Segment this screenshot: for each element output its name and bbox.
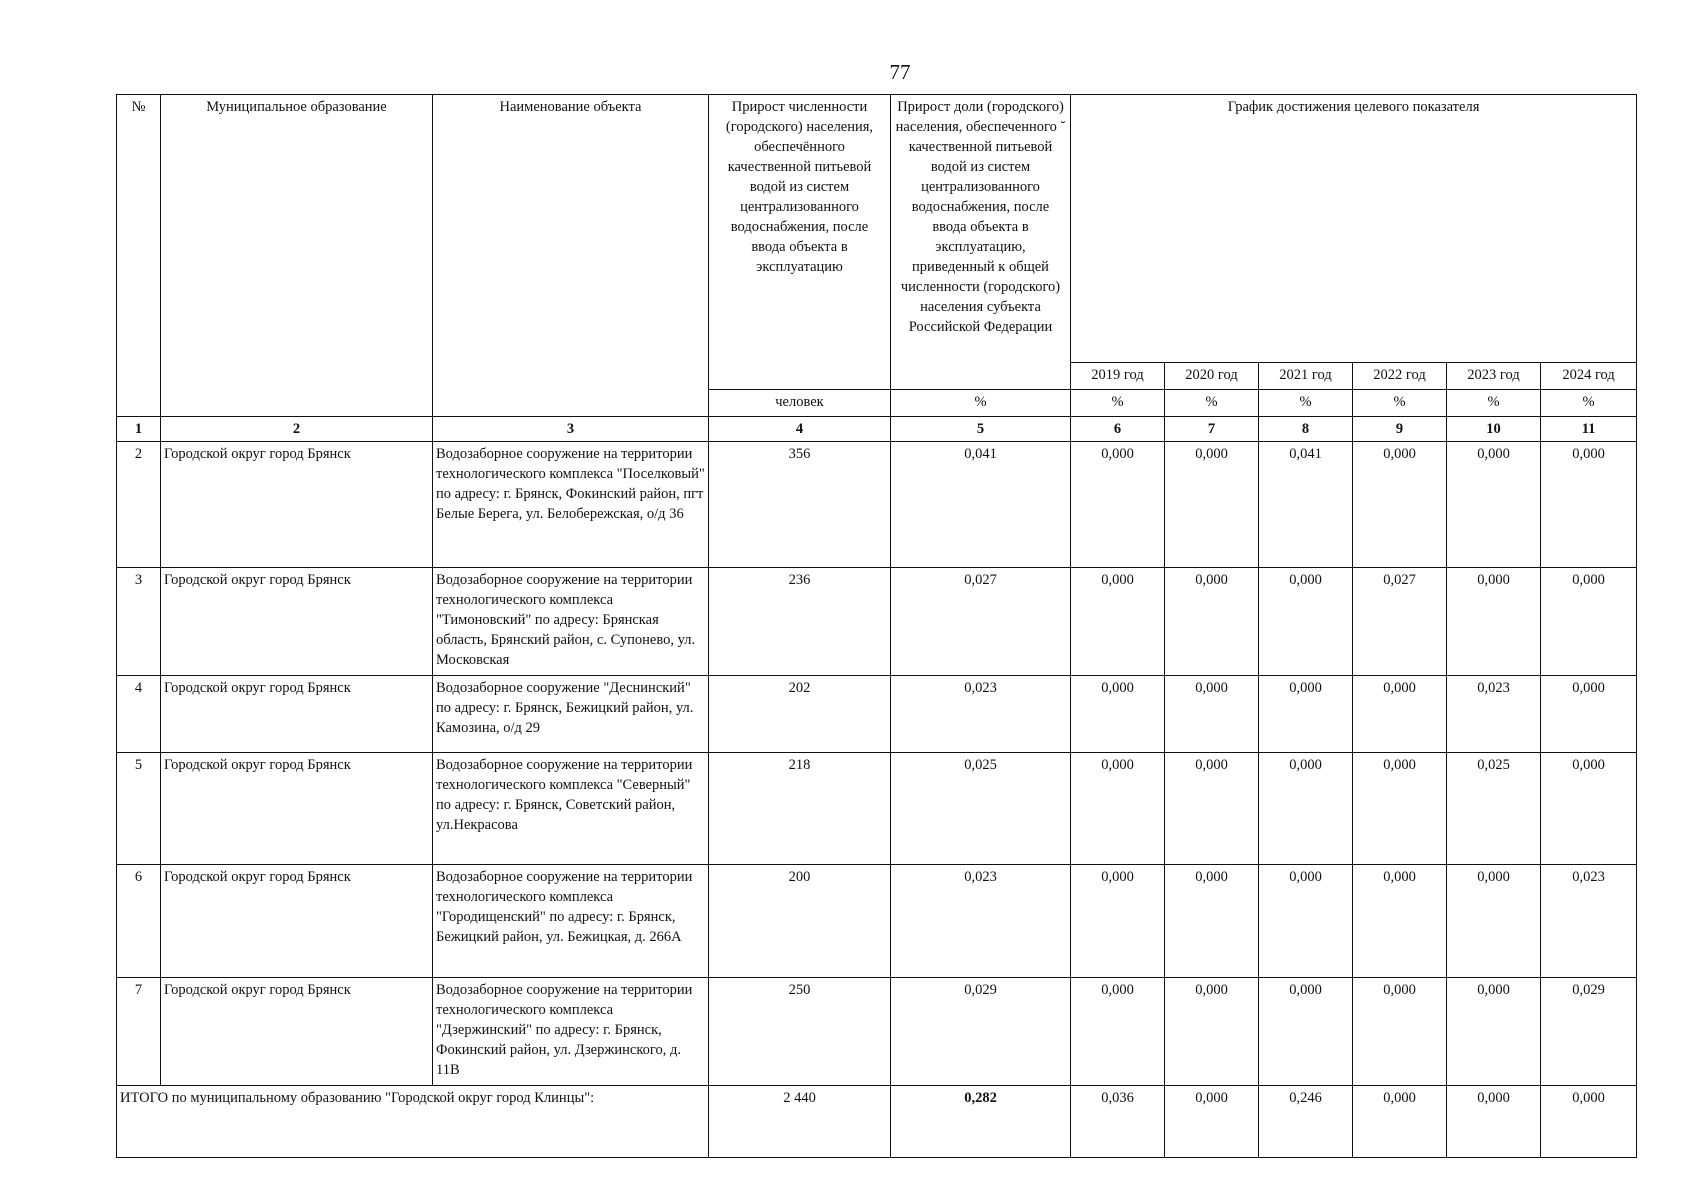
row-year-value: 0,000: [1353, 676, 1447, 753]
column-number: 7: [1165, 417, 1259, 442]
header-year: 2020 год: [1165, 363, 1259, 390]
row-people: 200: [709, 865, 891, 978]
table-row: [117, 568, 1637, 676]
row-year-value: 0,023: [1447, 676, 1541, 753]
row-municipality: Городской округ город Брянск: [161, 442, 433, 568]
row-year-value: 0,000: [1165, 753, 1259, 865]
table-row: [117, 676, 1637, 753]
total-year-value: 0,246: [1259, 1086, 1353, 1158]
row-year-value: 0,000: [1165, 865, 1259, 978]
column-number: 10: [1447, 417, 1541, 442]
header-year: 2019 год: [1071, 363, 1165, 390]
row-year-value: 0,000: [1353, 865, 1447, 978]
column-number: 6: [1071, 417, 1165, 442]
header-object-name: Наименование объекта: [433, 95, 709, 417]
row-share: 0,025: [891, 753, 1071, 865]
target-indicator-table: [116, 94, 1637, 1158]
unit-cell: %: [891, 390, 1071, 417]
column-number: 8: [1259, 417, 1353, 442]
row-municipality: Городской округ город Брянск: [161, 865, 433, 978]
column-number: 2: [161, 417, 433, 442]
header-row: [117, 95, 1637, 363]
row-municipality: Городской округ город Брянск: [161, 676, 433, 753]
unit-cell: %: [1071, 390, 1165, 417]
page-number: 77: [889, 60, 911, 84]
row-people: 356: [709, 442, 891, 568]
unit-cell: %: [1541, 390, 1637, 417]
unit-cell: %: [1447, 390, 1541, 417]
column-number: 1: [117, 417, 161, 442]
header-num: №: [117, 95, 161, 417]
row-year-value: 0,000: [1447, 978, 1541, 1086]
unit-cell: %: [1259, 390, 1353, 417]
row-year-value: 0,025: [1447, 753, 1541, 865]
total-year-value: 0,000: [1353, 1086, 1447, 1158]
row-municipality: Городской округ город Брянск: [161, 978, 433, 1086]
column-number: 4: [709, 417, 891, 442]
row-year-value: 0,029: [1541, 978, 1637, 1086]
unit-cell: %: [1353, 390, 1447, 417]
total-share: 0,282: [891, 1086, 1071, 1158]
column-number: 3: [433, 417, 709, 442]
header-year: 2024 год: [1541, 363, 1637, 390]
row-year-value: 0,000: [1165, 676, 1259, 753]
row-year-value: 0,000: [1071, 753, 1165, 865]
column-numbers-row: [117, 417, 1637, 442]
row-num: 7: [117, 978, 161, 1086]
row-people: 236: [709, 568, 891, 676]
row-share: 0,023: [891, 676, 1071, 753]
total-year-value: 0,000: [1447, 1086, 1541, 1158]
column-number: 9: [1353, 417, 1447, 442]
total-year-value: 0,036: [1071, 1086, 1165, 1158]
row-year-value: 0,000: [1259, 978, 1353, 1086]
header-municipality: Муниципальное образование: [161, 95, 433, 417]
total-row: [117, 1086, 1637, 1158]
total-year-value: 0,000: [1541, 1086, 1637, 1158]
total-year-value: 0,000: [1165, 1086, 1259, 1158]
row-share: 0,029: [891, 978, 1071, 1086]
row-share: 0,027: [891, 568, 1071, 676]
header-share-growth: Прирост доли (городского) населения, обеспеченного ˘ качественной питьевой водой из систем централизованного водоснабжения, после ввода объекта в эксплуатацию, приведенный к общей численности (городского) населения субъекта Российской Федерации: [891, 95, 1071, 390]
row-year-value: 0,000: [1071, 865, 1165, 978]
row-num: 5: [117, 753, 161, 865]
row-year-value: 0,000: [1071, 676, 1165, 753]
row-year-value: 0,000: [1447, 568, 1541, 676]
unit-cell: человек: [709, 390, 891, 417]
unit-cell: %: [1165, 390, 1259, 417]
row-year-value: 0,000: [1447, 865, 1541, 978]
row-municipality: Городской округ город Брянск: [161, 753, 433, 865]
row-municipality: Городской округ город Брянск: [161, 568, 433, 676]
row-year-value: 0,000: [1353, 978, 1447, 1086]
total-label: ИТОГО по муниципальному образованию "Городской округ город Клинцы":: [117, 1086, 709, 1158]
header-schedule: График достижения целевого показателя: [1071, 95, 1637, 363]
row-year-value: 0,000: [1259, 865, 1353, 978]
total-people: 2 440: [709, 1086, 891, 1158]
row-year-value: 0,000: [1165, 978, 1259, 1086]
column-number: 11: [1541, 417, 1637, 442]
row-year-value: 0,023: [1541, 865, 1637, 978]
row-year-value: 0,000: [1541, 568, 1637, 676]
row-object: Водозаборное сооружение "Деснинский" по адресу: г. Брянск, Бежицкий район, ул. Камозина, о/д 29: [433, 676, 709, 753]
row-people: 202: [709, 676, 891, 753]
header-population-growth: Прирост численности (городского) населения, обеспечённого качественной питьевой водой из систем централизованного водоснабжения, после ввода объекта в эксплуатацию: [709, 95, 891, 390]
table-row: [117, 442, 1637, 568]
row-share: 0,023: [891, 865, 1071, 978]
row-year-value: 0,000: [1165, 568, 1259, 676]
row-year-value: 0,000: [1541, 753, 1637, 865]
row-year-value: 0,000: [1353, 753, 1447, 865]
column-number: 5: [891, 417, 1071, 442]
row-share: 0,041: [891, 442, 1071, 568]
row-num: 3: [117, 568, 161, 676]
row-object: Водозаборное сооружение на территории технологического комплекса "Тимоновский" по адресу: Брянская область, Брянский район, с. Супонево, ул. Московская: [433, 568, 709, 676]
header-year: 2022 год: [1353, 363, 1447, 390]
row-object: Водозаборное сооружение на территории технологического комплекса "Поселковый" по адресу: г. Брянск, Фокинский район, пгт Белые Берега, ул. Белобережская, о/д 36: [433, 442, 709, 568]
row-year-value: 0,000: [1259, 568, 1353, 676]
table-row: [117, 753, 1637, 865]
row-year-value: 0,000: [1541, 442, 1637, 568]
row-year-value: 0,000: [1259, 676, 1353, 753]
row-year-value: 0,000: [1541, 676, 1637, 753]
row-year-value: 0,027: [1353, 568, 1447, 676]
row-year-value: 0,000: [1071, 568, 1165, 676]
row-year-value: 0,041: [1259, 442, 1353, 568]
row-object: Водозаборное сооружение на территории технологического комплекса "Дзержинский" по адресу: г. Брянск, Фокинский район, ул. Дзержинского, д. 11В: [433, 978, 709, 1086]
row-people: 218: [709, 753, 891, 865]
row-year-value: 0,000: [1071, 442, 1165, 568]
row-year-value: 0,000: [1259, 753, 1353, 865]
row-num: 2: [117, 442, 161, 568]
row-num: 4: [117, 676, 161, 753]
header-year: 2021 год: [1259, 363, 1353, 390]
header-year: 2023 год: [1447, 363, 1541, 390]
row-people: 250: [709, 978, 891, 1086]
row-num: 6: [117, 865, 161, 978]
row-year-value: 0,000: [1071, 978, 1165, 1086]
row-object: Водозаборное сооружение на территории технологического комплекса "Северный" по адресу: г. Брянск, Советский район, ул.Некрасова: [433, 753, 709, 865]
table-row: [117, 865, 1637, 978]
table-row: [117, 978, 1637, 1086]
row-year-value: 0,000: [1165, 442, 1259, 568]
row-object: Водозаборное сооружение на территории технологического комплекса "Городищенский" по адресу: г. Брянск, Бежицкий район, ул. Бежицкая, д. 266А: [433, 865, 709, 978]
row-year-value: 0,000: [1353, 442, 1447, 568]
row-year-value: 0,000: [1447, 442, 1541, 568]
